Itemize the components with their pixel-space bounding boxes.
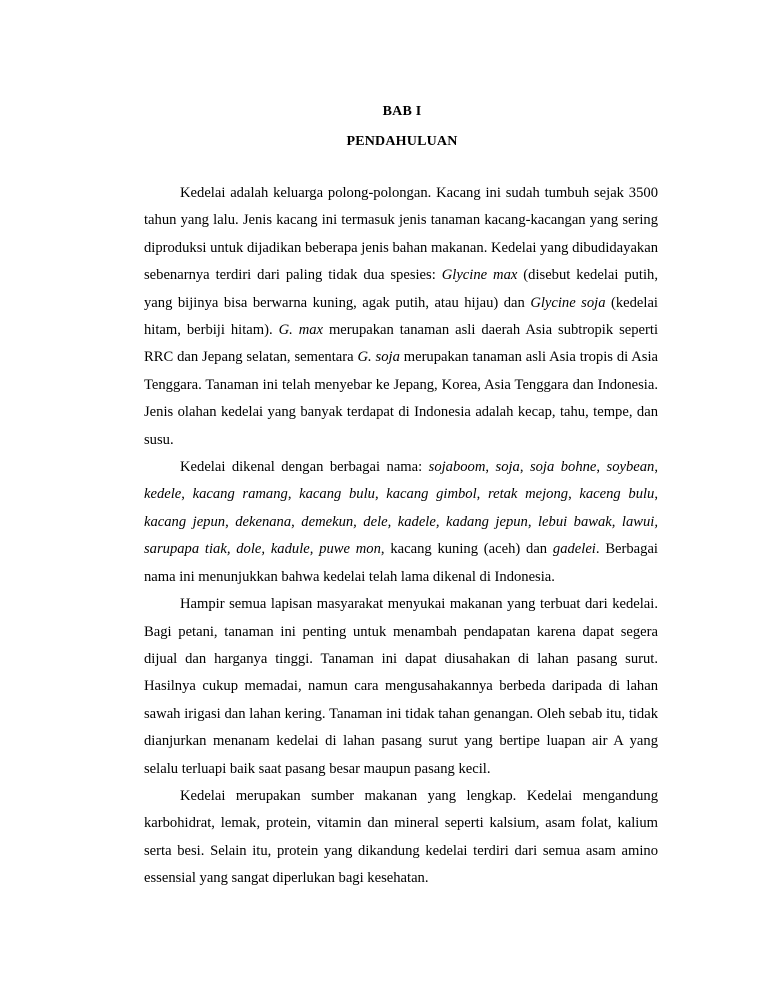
italic-term: kacang jepun xyxy=(144,513,226,530)
text-run: merupakan tanaman asli daerah Asia subtropik seperti RRC dan Jepang selatan, sementara xyxy=(144,322,659,366)
text-run: , xyxy=(568,486,580,503)
text-run: Kedelai dikenal dengan berbagai nama: xyxy=(180,459,429,476)
body-text xyxy=(144,180,658,893)
paragraph-1 xyxy=(144,180,658,454)
text-run: , xyxy=(291,513,302,530)
text-run: Kedelai adalah keluarga polong-polongan. Kacang ini sudah tumbuh sejak 3500 tahun yang lalu. Jenis kacang ini termasuk jenis tanaman kacang-kacangan yang sering diproduksi untuk dijadikan beberapa jenis bahan makanan. Kedelai yang dibudidayakan sebenarnya terdiri dari paling tidak dua spesies: xyxy=(144,185,658,284)
italic-term: gadelei xyxy=(552,541,596,558)
text-run: , kacang kuning (aceh) dan xyxy=(380,541,553,558)
italic-term: kedele xyxy=(144,486,182,503)
italic-term: Glycine max xyxy=(441,267,518,284)
text-run: . Berbagai nama ini menunjukkan bahwa kedelai telah lama dikenal di Indonesia. xyxy=(144,541,658,585)
text-run: , xyxy=(654,486,658,503)
italic-term: Glycine soja xyxy=(530,294,606,311)
text-run: merupakan tanaman asli Asia tropis di Asia Tenggara. Tanaman ini telah menyebar ke Jepang, Korea, Asia Tenggara dan Indonesia. Jenis olahan kedelai yang banyak terdapat di Indonesia adalah kecap, tahu, tempe, dan susu. xyxy=(144,349,658,448)
italic-term: soja xyxy=(495,459,520,476)
text-run: , xyxy=(225,513,236,530)
text-run: (kedelai hitam, berbiji hitam). xyxy=(144,294,658,339)
paragraph-4 xyxy=(144,783,658,893)
chapter-number: BAB I xyxy=(382,104,422,119)
italic-term: dekenana xyxy=(235,513,292,530)
text-run: , xyxy=(374,486,387,503)
text-run: , xyxy=(485,459,496,476)
italic-term: kaceng bulu xyxy=(579,486,655,503)
text-run: , xyxy=(476,486,488,503)
italic-term: sojaboom xyxy=(428,459,486,476)
text-run: , xyxy=(654,459,658,476)
paragraph-3 xyxy=(144,591,658,783)
text-run: (disebut kedelai putih, yang bijinya bisa berwarna kuning, agak putih, atau hijau) dan xyxy=(144,267,658,311)
italic-term: soybean xyxy=(606,459,655,476)
text-run: Kedelai merupakan sumber makanan yang lengkap. Kedelai mengandung karbohidrat, lemak, protein, vitamin dan mineral seperti kalsium, asam folat, kalium serta besi. Selain itu, protein yang dikandung kedelai terdiri dari semua asam amino essensial yang sangat diperlukan bagi kesehatan. xyxy=(144,787,658,887)
italic-term: G. max xyxy=(278,322,324,339)
italic-term: retak mejong xyxy=(487,486,569,503)
text-run: Hampir semua lapisan masyarakat menyukai makanan yang terbuat dari kedelai. Bagi petani, tanaman ini penting untuk menambah pendapatan karena dapat segera dijual dan harganya tinggi. Tanaman ini dapat diusahakan di lahan pasang surut. Hasilnya cukup memadai, namun cara mengusahakannya berbeda daripada di lahan sawah irigasi dan lahan kering. Tanaman ini tidak tahan genangan. Oleh sebab itu, tidak dianjurkan menanam kedelai di lahan pasang surut yang bertipe luapan air A yang selalu terluapi baik saat pasang besar maupun pasang kecil. xyxy=(144,596,658,777)
italic-term: kacang ramang xyxy=(192,486,288,503)
text-run: , xyxy=(287,486,300,503)
text-run: , xyxy=(596,459,607,476)
italic-term: demekun, dele, kadele, kadang jepun, lebui bawak, lawui, sarupapa tiak, dole, kadule, puwe mon xyxy=(144,513,659,558)
italic-term: kacang gimbol xyxy=(386,486,477,503)
text-run: , xyxy=(519,459,530,476)
text-run: , xyxy=(181,486,193,503)
italic-term: kacang bulu xyxy=(299,486,375,503)
chapter-title: PENDAHULUAN xyxy=(346,134,458,149)
paragraph-2 xyxy=(144,454,658,591)
italic-term: G. soja xyxy=(357,349,400,366)
italic-term: soja bohne xyxy=(529,459,597,476)
